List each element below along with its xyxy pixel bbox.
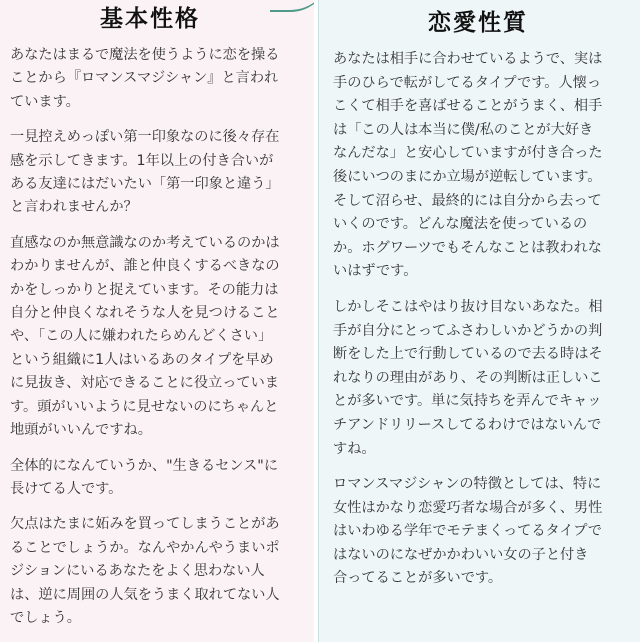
text-line: 地頭がいいんですね。 [10,422,152,439]
text-line: と言われませんか？ [10,199,138,216]
text-line: 欠点はたまに妬みを買ってしまうことがあ [10,516,280,533]
text-line: 自分と仲良くなれそうな人を見つけること [10,305,280,322]
text-line: はいわゆる学年でモテまくってるタイプで [333,523,602,540]
text-line: ることでしょうか。なんやかんやうまいポ [10,539,280,556]
paragraph [10,126,304,220]
text-line: あなたは相手に合わせているようで、実は [333,51,603,67]
text-line: 直感なのか無意識なのか考えているのかは [10,234,280,251]
paragraph [10,513,304,630]
text-line: なんだな」と安心していますが付き合った [333,145,603,162]
text-line: 合ってることが多いです。 [333,570,503,587]
paragraph [333,48,630,284]
text-line: あなたはまるで魔法を使うように恋を操る [10,47,280,63]
paragraph [10,44,304,114]
text-line: は、逆に周囲の人気をうまく取れてない人 [10,586,280,603]
basic-personality-column [0,0,314,642]
text-line: 後にいつのまにか立場が逆転しています。 [333,168,602,185]
text-line: という組織に1人はいるあのタイプを早め [10,351,274,368]
text-line: わかりませんが、誰と仲良くするべきなの [10,258,280,275]
text-line: 感を示してきます。1年以上の付き合いが [10,152,274,169]
text-line: そして沼らせ、最終的には自分から去って [333,192,602,209]
text-line: いくのです。どんな魔法を使っているの [333,216,588,233]
text-line: でしょう。 [10,609,81,626]
text-line: や、「この人に嫌われたらめんどくさい」 [10,328,273,345]
paragraph [10,232,304,443]
text-line: こくて相手を喜ばせることがうまく、相手 [333,98,603,115]
text-line: 女性はかなり恋愛巧者な場合が多く、男性 [333,499,603,516]
text-line: しかしそこはやはり抜け目ないあなた。相 [333,298,603,315]
basic-personality-title: 基本性格 [100,6,200,32]
text-line: ことから『ロマンスマジシャン』と言われ [10,70,279,87]
text-line: チアンドリリースしてるわけではないんで [333,416,602,433]
text-line: すね。 [333,440,376,457]
text-line: か。ホグワーツでもそんなことは教われな [333,239,602,256]
text-line: はないのになぜかかわいい女の子と付き [333,546,589,563]
text-line: は「この人は本当に僕/私のことが大好き [333,121,594,138]
love-nature-body [333,48,630,591]
paragraph [333,473,630,591]
text-line: ジションにいるあなたをよく思わない人 [10,563,265,580]
text-line: かをしっかりと捉えています。その能力は [10,281,279,298]
text-line: れなりの理由があり、その判断は正しいこ [333,369,603,386]
corner-decoration [270,0,314,12]
text-line: ています。 [10,93,80,110]
text-line: す。頭がいいように見せないのにちゃんと [10,398,279,415]
text-line: ロマンスマジシャンの特徴としては、特に [333,476,602,493]
text-line: 断をした上で行動しているので去る時はそ [333,346,603,363]
text-line: 手のひらで転がしてるタイプです。人懐っ [333,74,602,91]
text-line: とが多いです。単に気持ちを弄んでキャッ [333,393,602,410]
basic-personality-body [10,44,304,630]
text-line: いはずです。 [333,263,418,280]
love-nature-column [318,0,640,642]
paragraph [333,296,630,461]
text-line: 手が自分にとってふさわしいかどうかの判 [333,322,603,339]
text-line: 一見控えめっぽい第一印象なのに後々存在 [10,129,280,146]
text-line: に見抜き、対応できることに役立っていま [10,375,279,392]
text-line: ある友達にはだいたい「第一印象と違う」 [10,176,280,193]
text-line: 全体的になんていうか、"生きるセンス"に [10,457,279,474]
paragraph [10,455,304,502]
love-nature-title: 恋愛性質 [428,10,528,36]
text-line: 長けてる人です。 [10,480,123,497]
